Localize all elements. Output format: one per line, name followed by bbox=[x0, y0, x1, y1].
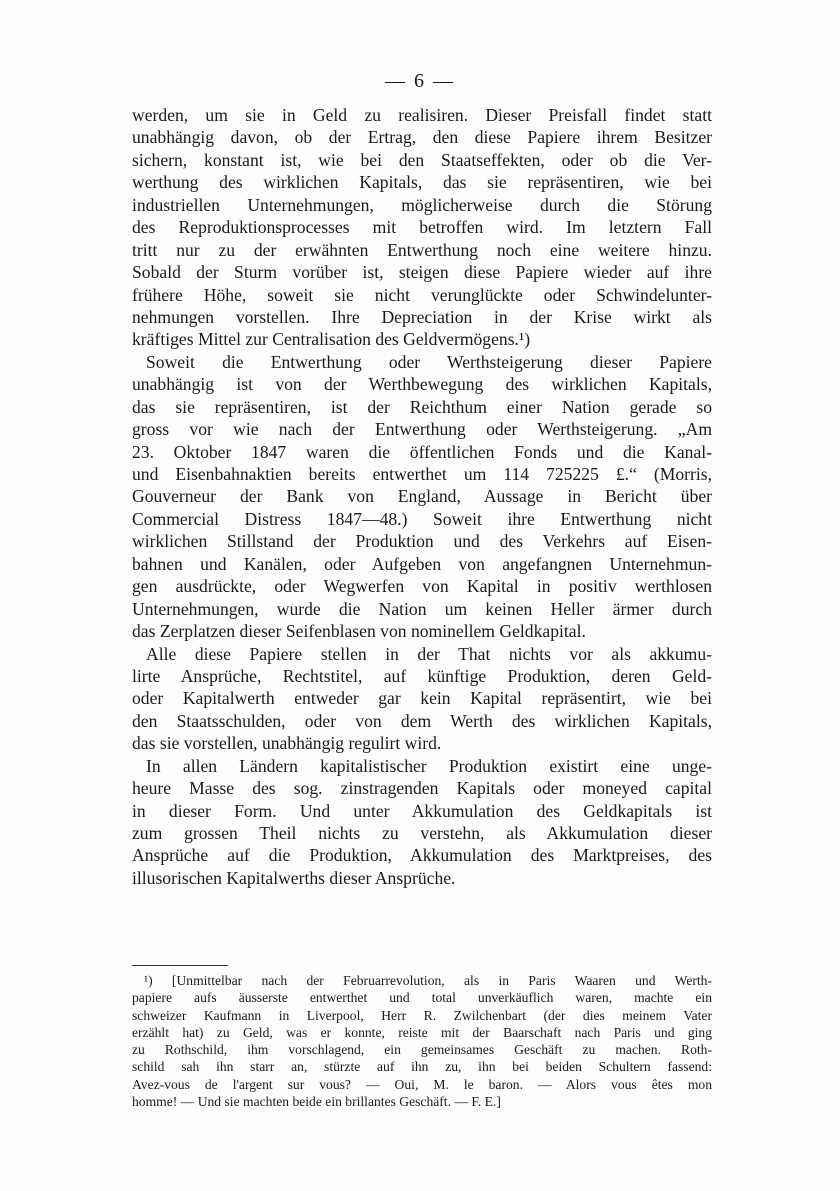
footnote-line: papiere aufs äusserste entwerthet und total unverkäuflich waren, machte ein bbox=[132, 990, 712, 1006]
text-line: den Staatsschulden, oder von dem Werth des wirklichen Kapitals, bbox=[132, 710, 712, 731]
text-line: Commercial Distress 1847—48.) Soweit ihre Entwerthung nicht bbox=[132, 508, 712, 529]
text-line: in dieser Form. Und unter Akkumulation des Geldkapitals ist bbox=[132, 800, 712, 821]
footnote-divider bbox=[132, 965, 228, 966]
text-line: des Reproduktionsprocesses mit betroffen wird. Im letztern Fall bbox=[132, 217, 712, 238]
text-line: werden, um sie in Geld zu realisiren. Dieser Preisfall findet statt bbox=[132, 105, 712, 125]
text-line: bahnen und Kanälen, oder Aufgeben von angefangnen Unternehmun- bbox=[132, 553, 712, 574]
page-number: — 6 — bbox=[385, 70, 455, 92]
text-line: zum grossen Theil nichts zu verstehn, als Akkumulation dieser bbox=[132, 823, 712, 843]
paragraph-start-line: Alle diese Papiere stellen in der That nichts vor als akkumu- bbox=[146, 643, 712, 664]
text-line: gross vor wie nach der Entwerthung oder Werthsteigerung. „Am bbox=[132, 419, 712, 440]
text-line: nehmungen vorstellen. Ihre Depreciation in der Krise wirkt als bbox=[132, 306, 712, 327]
paragraph-start-line: In allen Ländern kapitalistischer Produktion existirt eine unge- bbox=[146, 755, 712, 776]
text-line: illusorischen Kapitalwerths dieser Ansprüche. bbox=[132, 867, 456, 888]
text-line: Unternehmungen, wurde die Nation um keinen Heller ärmer durch bbox=[132, 598, 712, 619]
text-line: Gouverneur der Bank von England, Aussage in Bericht über bbox=[132, 486, 712, 507]
text-line: industriellen Unternehmungen, möglicherweise durch die Störung bbox=[132, 194, 712, 215]
footnote-line: ¹) [Unmittelbar nach der Februarrevolution, als in Paris Waaren und Werth- bbox=[144, 973, 712, 988]
text-line: werthung des wirklichen Kapitals, das sie repräsentiren, wie bei bbox=[132, 172, 712, 193]
paragraph-start-line: Soweit die Entwerthung oder Werthsteigerung dieser Papiere bbox=[146, 351, 712, 372]
body-text bbox=[132, 104, 712, 889]
text-line: kräftiges Mittel zur Centralisation des Geldvermögens.¹) bbox=[132, 329, 531, 350]
text-line: Ansprüche auf die Produktion, Akkumulation des Marktpreises, des bbox=[132, 845, 712, 866]
text-line: heure Masse des sog. zinstragenden Kapitals oder moneyed capital bbox=[132, 778, 712, 799]
text-line: Sobald der Sturm vorüber ist, steigen diese Papiere wieder auf ihre bbox=[132, 262, 712, 283]
footnote-line: erzählt hat) zu Geld, was er konnte, reiste mit der Baarschaft nach Paris und ging bbox=[132, 1024, 712, 1040]
text-line: unabhängig ist von der Werthbewegung des wirklichen Kapitals, bbox=[132, 374, 712, 395]
text-line: unabhängig davon, ob der Ertrag, den diese Papiere ihrem Besitzer bbox=[132, 127, 712, 148]
text-line: frühere Höhe, soweit sie nicht verunglückte oder Schwindelunter- bbox=[132, 284, 712, 305]
footnote bbox=[132, 972, 712, 1110]
text-line: und Eisenbahnaktien bereits entwerthet um 114 725225 £.“ (Morris, bbox=[132, 464, 712, 484]
text-line: tritt nur zu der erwähnten Entwerthung noch eine weitere hinzu. bbox=[132, 239, 712, 260]
text-line: das Zerplatzen dieser Seifenblasen von nominellem Geldkapital. bbox=[132, 621, 586, 642]
footnote-line: zu Rothschild, ihm vorschlagend, ein gemeinsames Geschäft zu machen. Roth- bbox=[132, 1042, 712, 1058]
text-line: das sie repräsentiren, ist der Reichthum einer Nation gerade so bbox=[132, 396, 712, 417]
text-line: gen ausdrückte, oder Wegwerfen von Kapital in positiv werthlosen bbox=[132, 576, 712, 597]
footnote-line: schild sah ihn starr an, stürzte auf ihn zu, ihn bei beiden Schultern fassend: bbox=[132, 1059, 712, 1075]
text-line: das sie vorstellen, unabhängig regulirt wird. bbox=[132, 733, 442, 754]
text-line: lirte Ansprüche, Rechtstitel, auf künftige Produktion, deren Geld- bbox=[132, 665, 712, 686]
text-line: wirklichen Stillstand der Produktion und des Verkehrs auf Eisen- bbox=[132, 531, 712, 552]
footnote-line: Avez-vous de l'argent sur vous? — Oui, M. le baron. — Alors vous êtes mon bbox=[132, 1076, 712, 1092]
footnote-line: schweizer Kaufmann in Liverpool, Herr R. Zwilchenbart (der dies meinem Vater bbox=[132, 1007, 712, 1023]
footnote-line: homme! — Und sie machten beide ein brillantes Geschäft. — F. E.] bbox=[132, 1094, 501, 1110]
text-line: oder Kapitalwerth entweder gar kein Kapital repräsentirt, wie bei bbox=[132, 688, 712, 709]
text-line: sichern, konstant ist, wie bei den Staatseffekten, oder ob die Ver- bbox=[132, 149, 712, 170]
text-line: 23. Oktober 1847 waren die öffentlichen Fonds und die Kanal- bbox=[132, 441, 712, 462]
